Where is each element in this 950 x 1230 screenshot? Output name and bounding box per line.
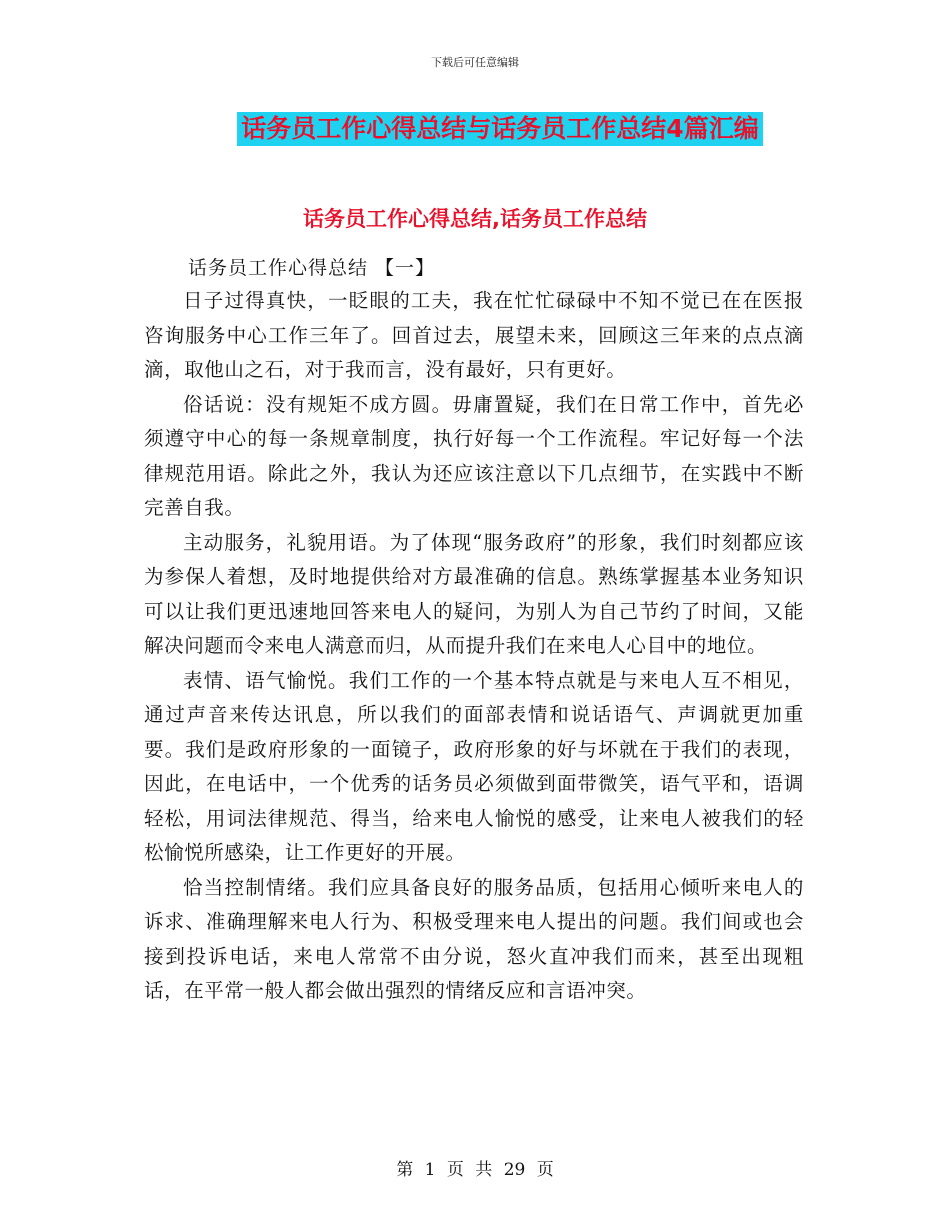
page-footer: 第 1 页 共 29 页	[396, 1160, 554, 1180]
body-text	[144, 284, 804, 1009]
paragraph: 主动服务，礼貌用语。为了体现“服务政府”的形象，我们时刻都应该为参保人着想，及时地提供给对方最准确的信息。熟练掌握基本业务知识可以让我们更迅速地回答来电人的疑问，为别人为自己节约了时间，又能解决问题而令来电人满意而归，从而提升我们在来电人心目中的地位。	[144, 530, 804, 657]
paragraph: 表情、语气愉悦。我们工作的一个基本特点就是与来电人互不相见，通过声音来传达讯息，所以我们的面部表情和说话语气、声调就更加重要。我们是政府形象的一面镜子，政府形象的好与坏就在于我们的表现，因此，在电话中，一个优秀的话务员必须做到面带微笑，语气平和，语调轻松，用词法律规范、得当，给来电人愉悦的感受，让来电人被我们的轻松愉悦所感染，让工作更好的开展。	[144, 668, 804, 864]
title-wrap	[0, 112, 950, 146]
paragraph: 恰当控制情绪。我们应具备良好的服务品质，包括用心倾听来电人的诉求、准确理解来电人行为、积极受理来电人提出的问题。我们间或也会接到投诉电话，来电人常常不由分说，怒火直冲我们而来，甚至出现粗话，在平常一般人都会做出强烈的情绪反应和言语冲突。	[144, 875, 804, 1002]
main-title: 话务员工作心得总结与话务员工作总结4篇汇编	[237, 112, 762, 146]
paragraph: 俗话说：没有规矩不成方圆。毋庸置疑，我们在日常工作中，首先必须遵守中心的每一条规章制度，执行好每一个工作流程。牢记好每一个法律规范用语。除此之外，我认为还应该注意以下几点细节，在实践中不断完善自我。	[144, 392, 804, 519]
sub-title: 话务员工作心得总结,话务员工作总结	[303, 207, 647, 231]
section-label: 话务员工作心得总结 【一】	[188, 257, 436, 279]
paragraph: 日子过得真快，一眨眼的工夫，我在忙忙碌碌中不知不觉已在在医报咨询服务中心工作三年了。回首过去，展望未来，回顾这三年来的点点滴滴，取他山之石，对于我而言，没有最好，只有更好。	[144, 289, 804, 381]
header-note: 下载后可任意编辑	[431, 56, 519, 69]
